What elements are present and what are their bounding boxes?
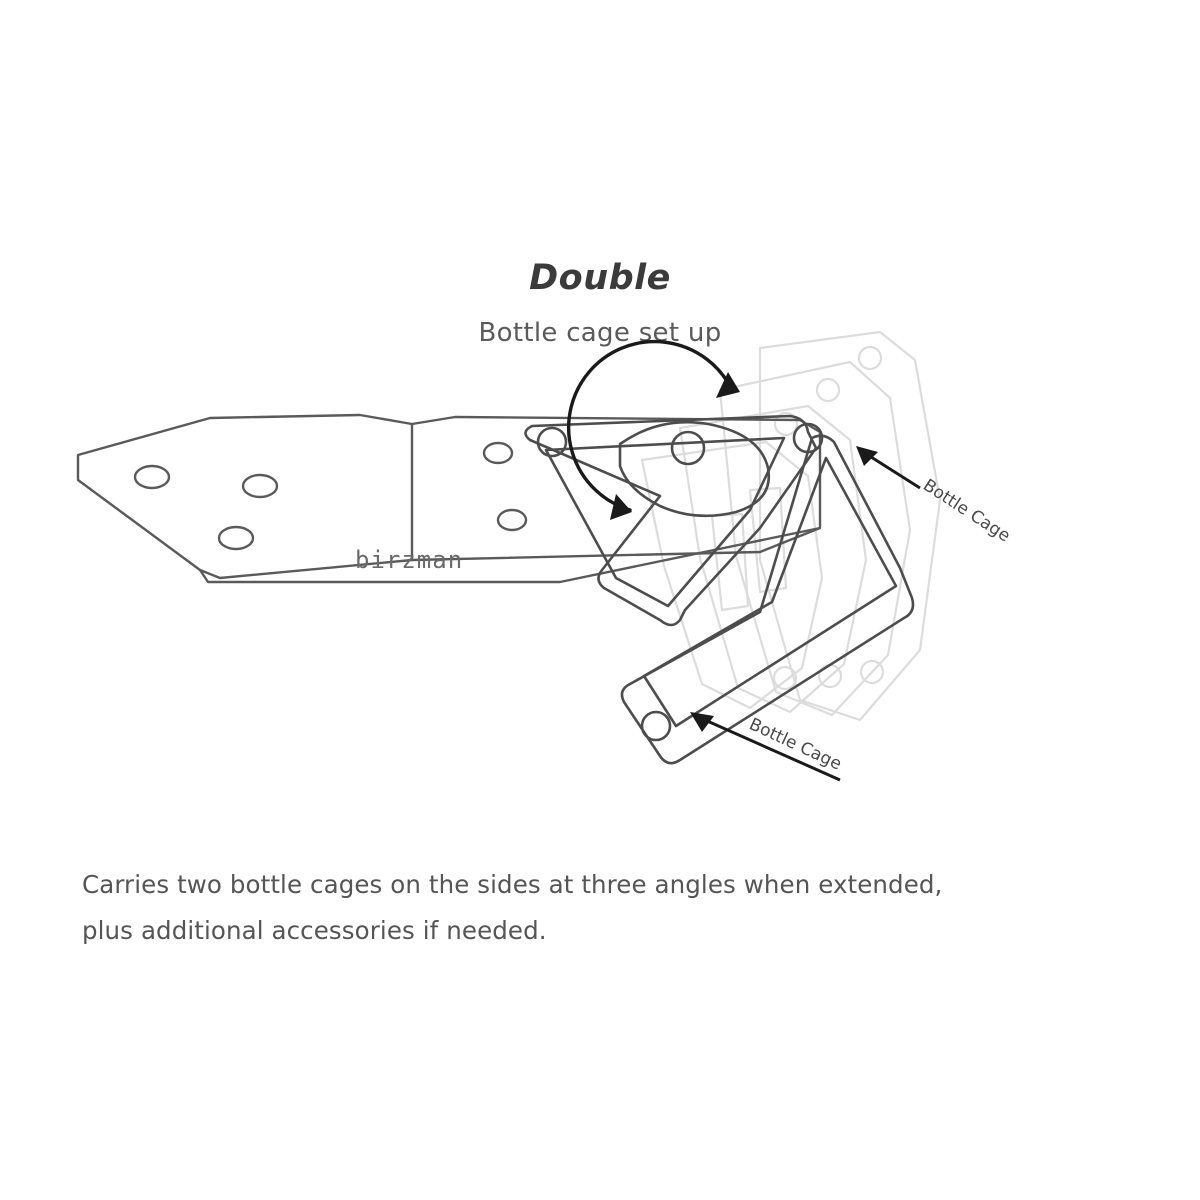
description-line-2: plus additional accessories if needed.: [82, 916, 547, 945]
description-text: [82, 862, 1122, 954]
page-subtitle: Bottle cage set up: [478, 318, 722, 348]
brand-logo-mark: [355, 546, 463, 574]
diagram-svg: [60, 320, 1140, 820]
ghost-cage-plates: [642, 332, 940, 720]
bottle-cage-label-upper: Bottle Cage: [919, 475, 1014, 547]
bottle-cage-diagram: [60, 320, 1140, 820]
bottle-cage-label-lower: Bottle Cage: [745, 714, 845, 775]
page-title: Double: [529, 258, 671, 298]
description-line-1: Carries two bottle cages on the sides at three angles when extended,: [82, 870, 943, 899]
brand-text: birzman: [355, 546, 464, 574]
callout-lower: [690, 712, 845, 780]
